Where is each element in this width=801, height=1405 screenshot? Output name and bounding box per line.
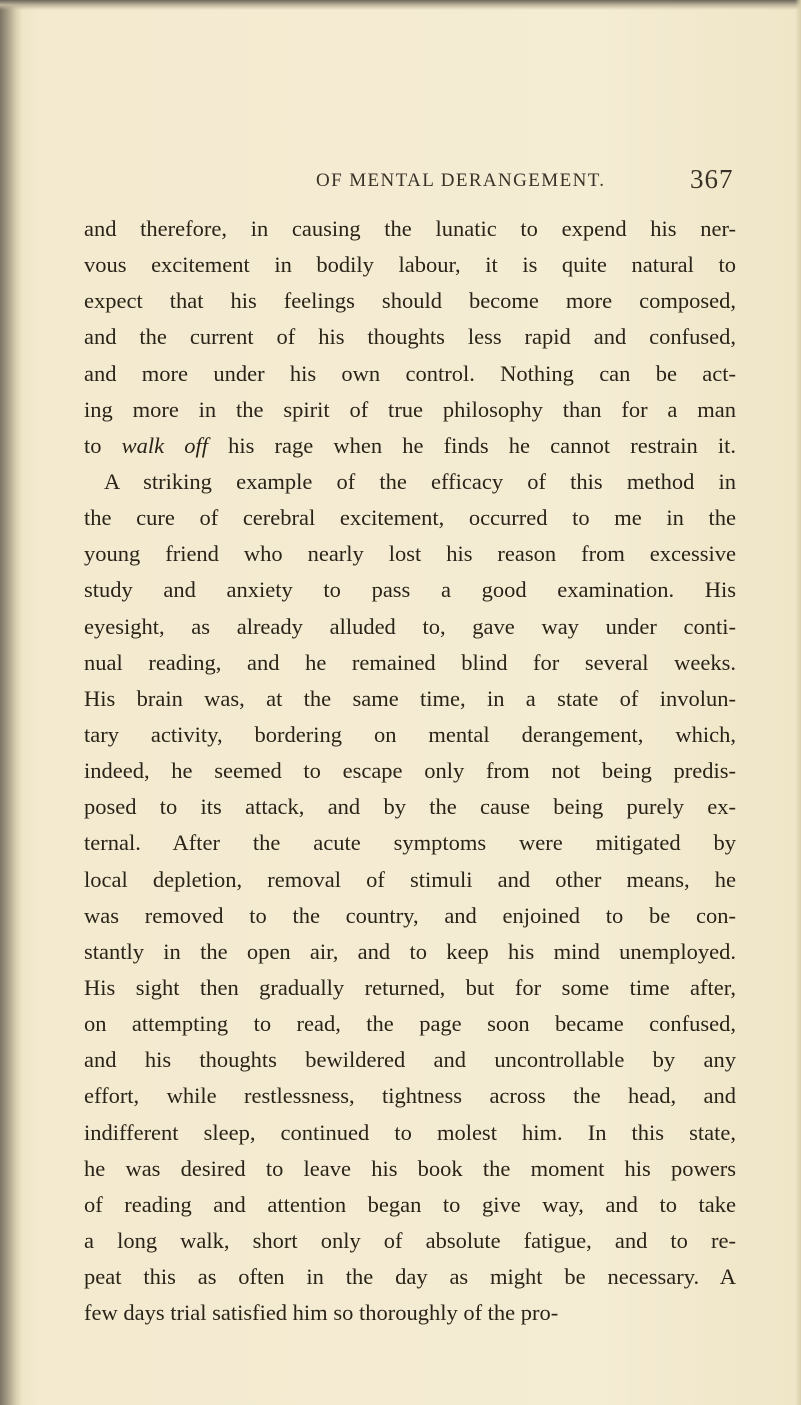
- text-line: local depletion, removal of stimuli and other means, he: [84, 866, 736, 892]
- text-line: and his thoughts bewildered and uncontrollable by any: [84, 1047, 736, 1073]
- page-top-edge: [0, 0, 801, 10]
- body-text: [84, 211, 736, 1331]
- text-line: the cure of cerebral excitement, occurred to me in the: [84, 505, 736, 531]
- emphasis-walk-off: walk off: [121, 432, 209, 458]
- text-line: study and anxiety to pass a good examination. His: [84, 577, 736, 603]
- page-gutter-shadow: [0, 0, 22, 1405]
- text-line: on attempting to read, the page soon became confused,: [84, 1011, 736, 1037]
- text-line: a long walk, short only of absolute fatigue, and to re-: [84, 1227, 736, 1253]
- text-line: few days trial satisfied him so thoroughly of the pro-: [84, 1300, 559, 1326]
- text-line: peat this as often in the day as might be necessary. A: [84, 1264, 736, 1290]
- paragraph-start-line: A striking example of the efficacy of this method in: [104, 468, 736, 494]
- text-line: His brain was, at the same time, in a state of involun-: [84, 685, 736, 711]
- text-line: and therefore, in causing the lunatic to expend his ner-: [84, 216, 736, 241]
- text-line: was removed to the country, and enjoined to be con-: [84, 902, 736, 928]
- text-line: effort, while restlessness, tightness across the head, and: [84, 1083, 736, 1109]
- text-line-with-emphasis: [84, 428, 736, 464]
- text-line: indifferent sleep, continued to molest him. In this state,: [84, 1119, 736, 1145]
- text-line: His sight then gradually returned, but for some time after,: [84, 974, 736, 1000]
- text-line: eyesight, as already alluded to, gave way under conti-: [84, 613, 736, 639]
- text-line: stantly in the open air, and to keep his mind unemployed.: [84, 938, 736, 964]
- text-line: of reading and attention began to give way, and to take: [84, 1191, 736, 1217]
- text-line: tary activity, bordering on mental derangement, which,: [84, 721, 736, 747]
- text-fragment: his rage when he finds he cannot restrain it.: [208, 432, 736, 458]
- text-line: nual reading, and he remained blind for several weeks.: [84, 649, 736, 675]
- text-line: he was desired to leave his book the moment his powers: [84, 1155, 736, 1181]
- text-line: posed to its attack, and by the cause being purely ex-: [84, 794, 736, 820]
- running-title: OF MENTAL DERANGEMENT.: [316, 170, 606, 191]
- text-line: ing more in the spirit of true philosophy than for a man: [84, 396, 736, 422]
- text-line: ternal. After the acute symptoms were mitigated by: [84, 830, 736, 856]
- text-line: and the current of his thoughts less rapid and confused,: [84, 324, 736, 350]
- text-line: indeed, he seemed to escape only from not being predis-: [84, 758, 736, 784]
- text-line: expect that his feelings should become more composed,: [84, 288, 736, 314]
- page-right-edge: [795, 0, 801, 1405]
- text-line: and more under his own control. Nothing can be act-: [84, 360, 736, 386]
- text-fragment: to: [84, 432, 122, 458]
- text-line: vous excitement in bodily labour, it is quite natural to: [84, 252, 736, 278]
- text-line: young friend who nearly lost his reason from excessive: [84, 541, 736, 567]
- page-number: 367: [690, 164, 734, 194]
